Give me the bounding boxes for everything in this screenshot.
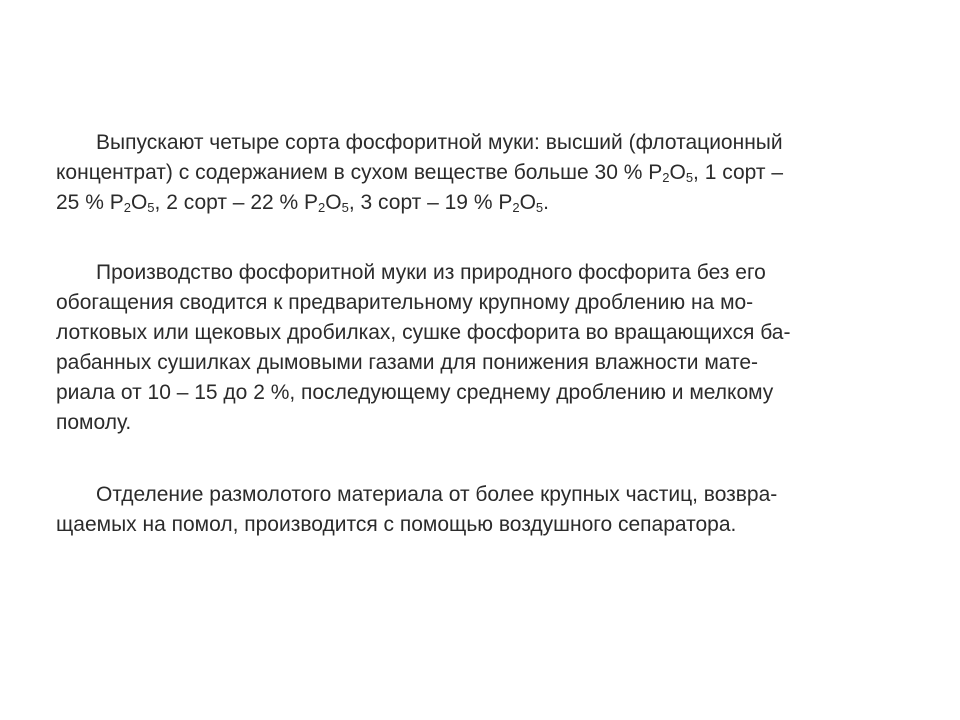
text-line: Выпускают четыре сорта фосфоритной муки: высший (флотационный: [96, 131, 783, 154]
text-line: риала от 10 – 15 до 2 %, последующему среднему дроблению и мелкому: [56, 381, 774, 404]
text-line: рабанных сушилках дымовыми газами для понижения влажности мате-: [56, 351, 759, 374]
text-body: [56, 128, 906, 540]
text-line: Отделение размолотого материала от более крупных частиц, возвра-: [96, 483, 778, 506]
paragraph-separation: [56, 480, 906, 540]
text-line: щаемых на помол, производится с помощью воздушного сепаратора.: [56, 513, 737, 536]
text-line: обогащения сводится к предварительному крупному дроблению на мо-: [56, 291, 754, 314]
text-line: лотковых или щековых дробилках, сушке фосфорита во вращающихся ба-: [56, 321, 791, 344]
text-line: Производство фосфоритной муки из природного фосфорита без его: [96, 261, 766, 284]
paragraph-production-process: [56, 258, 906, 438]
text-line: концентрат) с содержанием в сухом веществе больше 30 % $P_2O_5$, 1 сорт –: [56, 161, 783, 185]
paragraph-phosphorite-grades: [56, 128, 906, 218]
text-line: 25 % $P_2O_5$, 2 сорт – 22 % $P_2O_5$, 3 сорт – 19 % $P_2O_5$.: [56, 191, 549, 215]
text-line: помолу.: [56, 411, 132, 434]
